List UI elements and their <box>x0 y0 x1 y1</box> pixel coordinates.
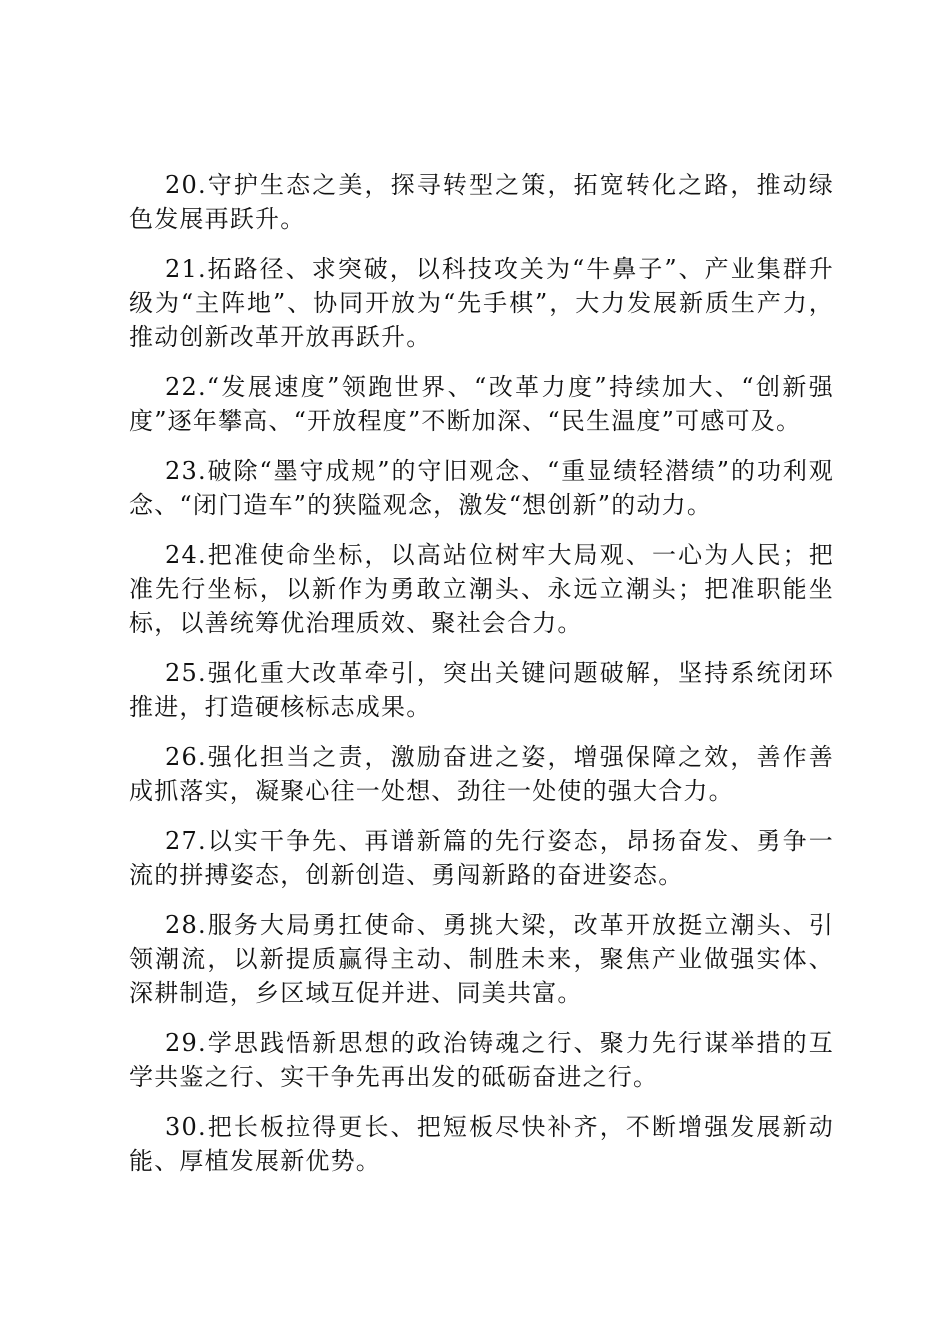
item-text: 强化重大改革牵引，突出关键问题破解，坚持系统闭环推进，打造硬核标志成果。 <box>129 659 834 721</box>
item-text: 把准使命坐标，以高站位树牢大局观、一心为人民；把准先行坐标，以新作为勇敢立潮头、永远立潮头；把准职能坐标，以善统筹优治理质效、聚社会合力。 <box>129 541 834 637</box>
item-number: 21. <box>165 255 207 283</box>
list-item <box>129 454 834 522</box>
item-number: 24. <box>165 541 207 569</box>
item-number: 23. <box>165 457 207 485</box>
item-number: 29. <box>165 1029 207 1057</box>
item-text: 强化担当之责，激励奋进之姿，增强保障之效，善作善成抓落实，凝聚心往一处想、劲往一处使的强大合力。 <box>129 743 834 805</box>
list-item <box>129 824 834 892</box>
list-item <box>129 538 834 640</box>
item-number: 30. <box>165 1113 207 1141</box>
list-item <box>129 1110 834 1178</box>
item-number: 22. <box>165 373 207 401</box>
list-item <box>129 168 834 236</box>
item-text: 破除“墨守成规”的守旧观念、“重显绩轻潜绩”的功利观念、“闭门造车”的狭隘观念，激发“想创新”的动力。 <box>129 457 834 519</box>
item-text: 把长板拉得更长、把短板尽快补齐，不断增强发展新动能、厚植发展新优势。 <box>129 1113 834 1175</box>
item-text: “发展速度”领跑世界、“改革力度”持续加大、“创新强度”逐年攀高、“开放程度”不断加深、“民生温度”可感可及。 <box>129 373 834 435</box>
item-text: 以实干争先、再谱新篇的先行姿态，昂扬奋发、勇争一流的拼搏姿态，创新创造、勇闯新路的奋进姿态。 <box>129 827 834 889</box>
item-text: 守护生态之美，探寻转型之策，拓宽转化之路，推动绿色发展再跃升。 <box>129 171 834 233</box>
item-list <box>129 168 834 1194</box>
item-number: 20. <box>165 171 207 199</box>
list-item <box>129 656 834 724</box>
list-item <box>129 252 834 354</box>
list-item <box>129 740 834 808</box>
item-text: 拓路径、求突破，以科技攻关为“牛鼻子”、产业集群升级为“主阵地”、协同开放为“先手棋”，大力发展新质生产力，推动创新改革开放再跃升。 <box>129 255 834 351</box>
item-number: 25. <box>165 659 207 687</box>
item-number: 28. <box>165 911 207 939</box>
list-item <box>129 370 834 438</box>
item-text: 服务大局勇扛使命、勇挑大梁，改革开放挺立潮头、引领潮流，以新提质赢得主动、制胜未来，聚焦产业做强实体、深耕制造，乡区域互促并进、同美共富。 <box>129 911 834 1007</box>
item-number: 27. <box>165 827 207 855</box>
item-number: 26. <box>165 743 207 771</box>
list-item <box>129 908 834 1010</box>
list-item <box>129 1026 834 1094</box>
item-text: 学思践悟新思想的政治铸魂之行、聚力先行谋举措的互学共鉴之行、实干争先再出发的砥砺奋进之行。 <box>129 1029 834 1091</box>
